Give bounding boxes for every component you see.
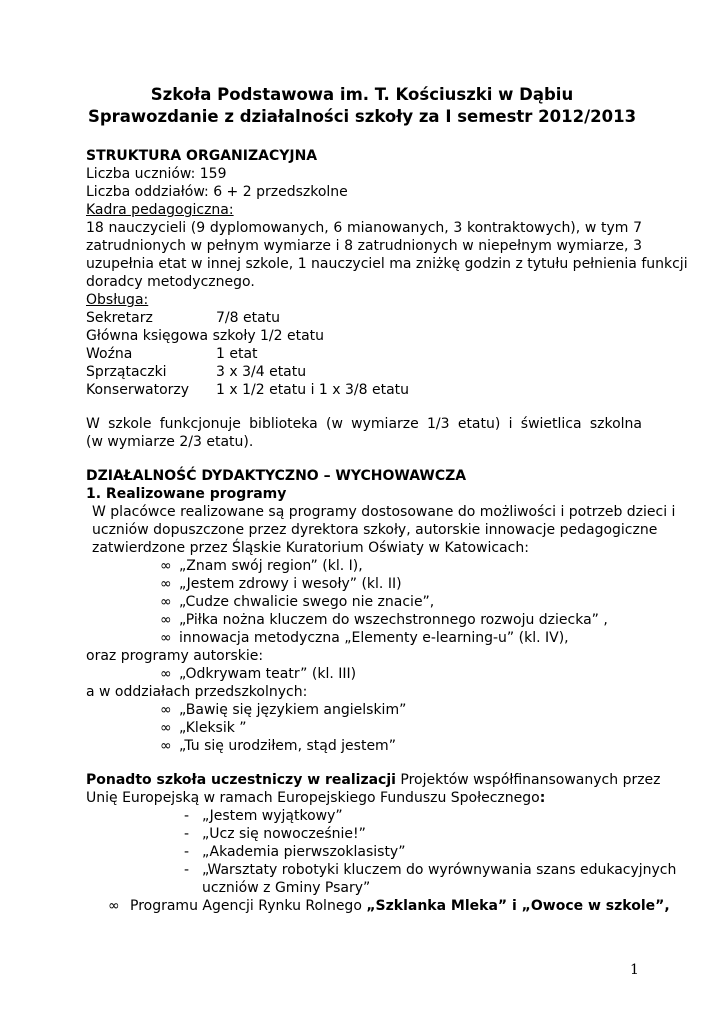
- section-heading-dydaktyka: DZIAŁALNOŚĆ DYDAKTYCZNO – WYCHOWAWCZA: [86, 468, 467, 484]
- infinity-bullet-icon: ∞: [160, 576, 172, 592]
- kadra-line: zatrudnionych w pełnym wymiarze i 8 zatrudnionych w niepełnym wymiarze, 3: [86, 238, 642, 254]
- projekt-item: „Akademia pierwszoklasisty”: [202, 844, 406, 860]
- obsluga-etat: 3 x 3/4 etatu: [216, 364, 307, 380]
- arr-program-line: [130, 897, 670, 915]
- kadra-label: Kadra pedagogiczna:: [86, 202, 234, 218]
- liczba-oddzialow: Liczba oddziałów: 6 + 2 przedszkolne: [86, 184, 348, 200]
- intro-line: uczniów dopuszczone przez dyrektora szkoły, autorskie innowacje pedagogiczne: [92, 522, 658, 538]
- arr-prefix: Programu Agencji Rynku Rolnego: [130, 898, 367, 914]
- przedszkolne-label: a w oddziałach przedszkolnych:: [86, 684, 308, 700]
- dash-bullet-icon: -: [184, 826, 190, 842]
- obsluga-role: Sprzątaczki: [86, 364, 167, 380]
- biblioteka-line: (w wymiarze 2/3 etatu).: [86, 434, 254, 450]
- obsluga-etat: 1 x 1/2 etatu i 1 x 3/8 etatu: [216, 382, 410, 398]
- page-number: 1: [630, 962, 639, 978]
- ponadto-line-2: [86, 789, 545, 807]
- arr-owoce-w-szkole: „Owoce w szkole”,: [521, 898, 670, 914]
- program-item: „Znam swój region” (kl. I),: [179, 558, 363, 574]
- section-heading-struktura: STRUKTURA ORGANIZACYJNA: [86, 148, 318, 164]
- ponadto-bold: Ponadto szkoła uczestniczy w realizacji: [86, 772, 396, 788]
- dash-bullet-icon: -: [184, 844, 190, 860]
- projekt-item: „Jestem wyjątkowy”: [202, 808, 343, 824]
- obsluga-etat: 1 etat: [216, 346, 258, 362]
- projekt-item: „Warsztaty robotyki kluczem do wyrównywania szans edukacyjnych: [202, 862, 677, 878]
- dash-bullet-icon: -: [184, 808, 190, 824]
- infinity-bullet-icon: ∞: [160, 720, 172, 736]
- infinity-bullet-icon: ∞: [160, 558, 172, 574]
- obsluga-role: Sekretarz: [86, 310, 153, 326]
- projekt-item: „Ucz się nowocześnie!”: [202, 826, 366, 842]
- arr-szklanka-mleka: „Szklanka Mleka”: [366, 898, 508, 914]
- obsluga-etat: 7/8 etatu: [216, 310, 281, 326]
- program-item: „Jestem zdrowy i wesoły” (kl. II): [179, 576, 402, 592]
- infinity-bullet-icon: ∞: [160, 612, 172, 628]
- autorskie-label: oraz programy autorskie:: [86, 648, 264, 664]
- intro-line: zatwierdzone przez Śląskie Kuratorium Oświaty w Katowicach:: [92, 540, 529, 556]
- infinity-bullet-icon: ∞: [108, 898, 120, 914]
- biblioteka-line: W szkole funkcjonuje biblioteka (w wymiarze 1/3 etatu) i świetlica szkolna: [86, 416, 642, 432]
- obsluga-role: Główna księgowa szkoły: [86, 328, 256, 344]
- liczba-uczniow: Liczba uczniów: 159: [86, 166, 227, 182]
- school-title: Szkoła Podstawowa im. T. Kościuszki w Dąbiu: [150, 85, 574, 104]
- przedszkolny-item: „Tu się urodziłem, stąd jestem”: [179, 738, 396, 754]
- obsluga-role: Woźna: [86, 346, 133, 362]
- przedszkolny-item: „Kleksik ”: [179, 720, 247, 736]
- kadra-line: uzupełnia etat w innej szkole, 1 nauczyciel ma zniżkę godzin z tytułu pełnienia funkcji: [86, 256, 688, 272]
- ponadto-colon: :: [539, 790, 546, 806]
- ponadto-rest: Projektów współfinansowanych przez: [400, 772, 661, 788]
- obsluga-etat: 1/2 etatu: [260, 328, 325, 344]
- infinity-bullet-icon: ∞: [160, 630, 172, 646]
- infinity-bullet-icon: ∞: [160, 666, 172, 682]
- kadra-line: doradcy metodycznego.: [86, 274, 255, 290]
- dash-bullet-icon: -: [184, 862, 190, 878]
- report-title: Sprawozdanie z działalności szkoły za I semestr 2012/2013: [87, 107, 637, 126]
- infinity-bullet-icon: ∞: [160, 702, 172, 718]
- ponadto-text: Unię Europejską w ramach Europejskiego Funduszu Społecznego: [86, 790, 540, 806]
- program-item: „Cudze chwalicie swego nie znacie”,: [179, 594, 435, 610]
- infinity-bullet-icon: ∞: [160, 738, 172, 754]
- obsluga-label: Obsługa:: [86, 292, 149, 308]
- obsluga-role: Konserwatorzy: [86, 382, 190, 398]
- arr-conjunction: i: [507, 898, 522, 914]
- subheading-programy: 1. Realizowane programy: [86, 486, 287, 502]
- program-item: „Piłka nożna kluczem do wszechstronnego rozwoju dziecka” ,: [179, 612, 608, 628]
- przedszkolny-item: „Bawię się językiem angielskim”: [179, 702, 407, 718]
- kadra-line: 18 nauczycieli (9 dyplomowanych, 6 mianowanych, 3 kontraktowych), w tym 7: [86, 220, 642, 236]
- infinity-bullet-icon: ∞: [160, 594, 172, 610]
- intro-line: W placówce realizowane są programy dostosowane do możliwości i potrzeb dzieci i: [92, 504, 676, 520]
- program-item: innowacja metodyczna „Elementy e-learning-u” (kl. IV),: [179, 630, 569, 646]
- ponadto-line: [86, 771, 661, 789]
- projekt-item-continued: uczniów z Gminy Psary”: [202, 880, 371, 896]
- autorski-item: „Odkrywam teatr” (kl. III): [179, 666, 357, 682]
